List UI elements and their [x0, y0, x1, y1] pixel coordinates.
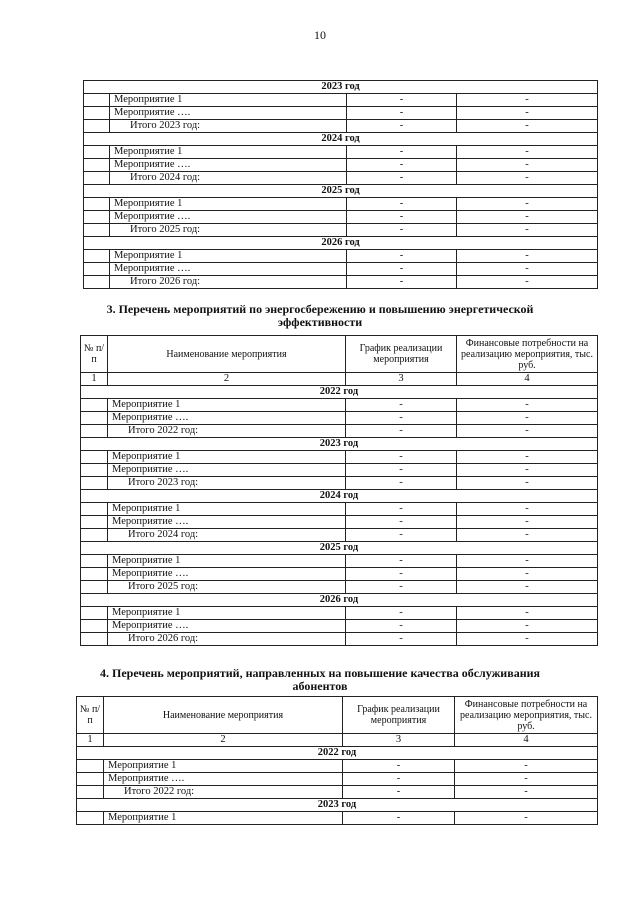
index-cell: [81, 555, 108, 568]
table-row: [84, 120, 598, 133]
activity-name: Мероприятие ….: [108, 412, 346, 425]
activity-name: Мероприятие ….: [108, 464, 346, 477]
funding-cell: -: [457, 503, 598, 516]
index-cell: [77, 773, 104, 786]
schedule-cell: -: [347, 276, 457, 289]
schedule-cell: -: [346, 412, 457, 425]
column-header: Финансовые потребности на реализацию мероприятия, тыс. руб.: [457, 336, 598, 373]
funding-cell: -: [457, 107, 598, 120]
activity-name: Мероприятие 1: [108, 607, 346, 620]
funding-cell: -: [457, 425, 598, 438]
table-row: [84, 198, 598, 211]
page-number: 10: [314, 28, 326, 42]
index-cell: [77, 786, 104, 799]
index-cell: [81, 399, 108, 412]
column-header: № п/п: [81, 336, 108, 373]
index-cell: [77, 812, 104, 825]
total-label: Итого 2025 год:: [110, 224, 347, 237]
activity-name: Мероприятие ….: [110, 107, 347, 120]
column-number: 2: [108, 373, 346, 386]
schedule-cell: -: [347, 211, 457, 224]
table-row: [81, 581, 598, 594]
index-cell: [81, 516, 108, 529]
index-cell: [84, 120, 110, 133]
funding-cell: -: [457, 555, 598, 568]
funding-cell: -: [457, 172, 598, 185]
schedule-cell: -: [347, 120, 457, 133]
activity-name: Мероприятие 1: [104, 760, 343, 773]
funding-cell: -: [457, 477, 598, 490]
activity-name: Мероприятие ….: [108, 516, 346, 529]
activity-name: Мероприятие 1: [108, 503, 346, 516]
year-row: [81, 542, 598, 555]
index-cell: [84, 159, 110, 172]
table-section3: [80, 335, 598, 646]
table-row: [81, 412, 598, 425]
index-cell: [81, 633, 108, 646]
table-row: [84, 276, 598, 289]
table-row: [84, 146, 598, 159]
table-row: [81, 464, 598, 477]
total-label: Итого 2024 год:: [110, 172, 347, 185]
funding-cell: -: [457, 529, 598, 542]
schedule-cell: -: [346, 451, 457, 464]
header-row: [81, 336, 598, 373]
index-cell: [81, 581, 108, 594]
schedule-cell: -: [346, 425, 457, 438]
total-label: Итого 2026 год:: [110, 276, 347, 289]
schedule-cell: -: [346, 620, 457, 633]
year-label: 2022 год: [81, 386, 598, 399]
column-number-row: [81, 373, 598, 386]
column-number: 3: [346, 373, 457, 386]
index-cell: [81, 451, 108, 464]
activity-name: Мероприятие 1: [110, 94, 347, 107]
activity-name: Мероприятие 1: [110, 146, 347, 159]
total-label: Итого 2023 год:: [110, 120, 347, 133]
column-header: № п/п: [77, 697, 104, 734]
schedule-cell: -: [343, 812, 455, 825]
table-row: [84, 159, 598, 172]
schedule-cell: -: [346, 503, 457, 516]
year-label: 2026 год: [84, 237, 598, 250]
year-row: [77, 747, 598, 760]
column-number: 2: [104, 734, 343, 747]
table-row: [81, 399, 598, 412]
table-row: [84, 250, 598, 263]
funding-cell: -: [457, 211, 598, 224]
index-cell: [81, 425, 108, 438]
year-row: [84, 133, 598, 146]
activity-name: Мероприятие 1: [108, 399, 346, 412]
table-row: [81, 451, 598, 464]
funding-cell: -: [457, 276, 598, 289]
schedule-cell: -: [347, 107, 457, 120]
funding-cell: -: [457, 94, 598, 107]
index-cell: [84, 107, 110, 120]
activity-name: Мероприятие ….: [108, 620, 346, 633]
year-row: [84, 185, 598, 198]
index-cell: [84, 94, 110, 107]
column-header: Наименование мероприятия: [108, 336, 346, 373]
funding-cell: -: [457, 633, 598, 646]
total-label: Итого 2022 год:: [104, 786, 343, 799]
section4-heading-line2: абонентов: [292, 679, 348, 693]
funding-cell: -: [455, 760, 598, 773]
funding-cell: -: [455, 773, 598, 786]
section4-heading: [60, 667, 580, 693]
year-label: 2023 год: [77, 799, 598, 812]
schedule-cell: -: [347, 198, 457, 211]
year-row: [84, 237, 598, 250]
schedule-cell: -: [347, 263, 457, 276]
funding-cell: -: [457, 146, 598, 159]
funding-cell: -: [457, 250, 598, 263]
year-label: 2024 год: [84, 133, 598, 146]
section3-heading-line1: 3. Перечень мероприятий по энергосбережению и повышению энергетической: [106, 302, 534, 316]
funding-cell: -: [457, 198, 598, 211]
column-number: 1: [81, 373, 108, 386]
year-label: 2023 год: [84, 81, 598, 94]
index-cell: [84, 146, 110, 159]
funding-cell: -: [457, 224, 598, 237]
table-row: [81, 425, 598, 438]
schedule-cell: -: [346, 477, 457, 490]
table-row: [84, 94, 598, 107]
section3-heading: [60, 303, 580, 329]
table-row: [81, 529, 598, 542]
funding-cell: -: [457, 451, 598, 464]
funding-cell: -: [455, 786, 598, 799]
funding-cell: -: [457, 581, 598, 594]
funding-cell: -: [457, 120, 598, 133]
schedule-cell: -: [347, 159, 457, 172]
funding-cell: -: [457, 607, 598, 620]
table-row: [77, 786, 598, 799]
schedule-cell: -: [346, 568, 457, 581]
column-number: 4: [455, 734, 598, 747]
table-row: [77, 773, 598, 786]
activity-name: Мероприятие 1: [110, 250, 347, 263]
index-cell: [81, 503, 108, 516]
table-continued: [83, 80, 598, 289]
index-cell: [81, 464, 108, 477]
schedule-cell: -: [343, 773, 455, 786]
header-row: [77, 697, 598, 734]
table-row: [77, 760, 598, 773]
index-cell: [84, 263, 110, 276]
year-row: [81, 386, 598, 399]
year-row: [81, 594, 598, 607]
index-cell: [84, 276, 110, 289]
total-label: Итого 2022 год:: [108, 425, 346, 438]
index-cell: [81, 568, 108, 581]
funding-cell: -: [455, 812, 598, 825]
table-row: [84, 172, 598, 185]
total-label: Итого 2026 год:: [108, 633, 346, 646]
schedule-cell: -: [347, 224, 457, 237]
schedule-cell: -: [346, 607, 457, 620]
schedule-cell: -: [347, 94, 457, 107]
activity-name: Мероприятие 1: [110, 198, 347, 211]
column-header: Финансовые потребности на реализацию мероприятия, тыс. руб.: [455, 697, 598, 734]
index-cell: [81, 620, 108, 633]
activity-name: Мероприятие 1: [104, 812, 343, 825]
activity-name: Мероприятие ….: [104, 773, 343, 786]
total-label: Итого 2025 год:: [108, 581, 346, 594]
index-cell: [81, 529, 108, 542]
year-label: 2022 год: [77, 747, 598, 760]
year-row: [77, 799, 598, 812]
table-row: [77, 812, 598, 825]
funding-cell: -: [457, 263, 598, 276]
schedule-cell: -: [347, 250, 457, 263]
column-number: 4: [457, 373, 598, 386]
schedule-cell: -: [343, 760, 455, 773]
total-label: Итого 2024 год:: [108, 529, 346, 542]
year-label: 2023 год: [81, 438, 598, 451]
year-label: 2025 год: [81, 542, 598, 555]
year-label: 2024 год: [81, 490, 598, 503]
column-header: Наименование мероприятия: [104, 697, 343, 734]
schedule-cell: -: [347, 146, 457, 159]
table-row: [81, 620, 598, 633]
schedule-cell: -: [346, 581, 457, 594]
schedule-cell: -: [346, 516, 457, 529]
table-row: [81, 477, 598, 490]
table-row: [81, 607, 598, 620]
funding-cell: -: [457, 399, 598, 412]
schedule-cell: -: [346, 529, 457, 542]
index-cell: [84, 250, 110, 263]
index-cell: [84, 224, 110, 237]
funding-cell: -: [457, 464, 598, 477]
column-number: 1: [77, 734, 104, 747]
index-cell: [81, 477, 108, 490]
column-header: График реализации мероприятия: [343, 697, 455, 734]
table-section4: [76, 696, 598, 825]
activity-name: Мероприятие 1: [108, 451, 346, 464]
table-row: [84, 224, 598, 237]
index-cell: [81, 412, 108, 425]
year-row: [84, 81, 598, 94]
funding-cell: -: [457, 620, 598, 633]
column-number: 3: [343, 734, 455, 747]
funding-cell: -: [457, 159, 598, 172]
table-row: [84, 107, 598, 120]
table-row: [81, 555, 598, 568]
year-label: 2026 год: [81, 594, 598, 607]
year-label: 2025 год: [84, 185, 598, 198]
schedule-cell: -: [346, 555, 457, 568]
table-row: [81, 503, 598, 516]
activity-name: Мероприятие ….: [108, 568, 346, 581]
section4-heading-line1: 4. Перечень мероприятий, направленных на повышение качества обслуживания: [99, 666, 541, 680]
index-cell: [84, 172, 110, 185]
schedule-cell: -: [346, 464, 457, 477]
column-header: График реализации мероприятия: [346, 336, 457, 373]
index-cell: [77, 760, 104, 773]
activity-name: Мероприятие ….: [110, 211, 347, 224]
schedule-cell: -: [343, 786, 455, 799]
funding-cell: -: [457, 412, 598, 425]
funding-cell: -: [457, 568, 598, 581]
schedule-cell: -: [346, 633, 457, 646]
section3-heading-line2: эффективности: [277, 315, 363, 329]
column-number-row: [77, 734, 598, 747]
activity-name: Мероприятие 1: [108, 555, 346, 568]
schedule-cell: -: [347, 172, 457, 185]
funding-cell: -: [457, 516, 598, 529]
index-cell: [81, 607, 108, 620]
table-row: [84, 211, 598, 224]
year-row: [81, 490, 598, 503]
total-label: Итого 2023 год:: [108, 477, 346, 490]
index-cell: [84, 211, 110, 224]
activity-name: Мероприятие ….: [110, 159, 347, 172]
year-row: [81, 438, 598, 451]
table-row: [81, 633, 598, 646]
table-row: [81, 516, 598, 529]
table-row: [84, 263, 598, 276]
index-cell: [84, 198, 110, 211]
activity-name: Мероприятие ….: [110, 263, 347, 276]
schedule-cell: -: [346, 399, 457, 412]
table-row: [81, 568, 598, 581]
